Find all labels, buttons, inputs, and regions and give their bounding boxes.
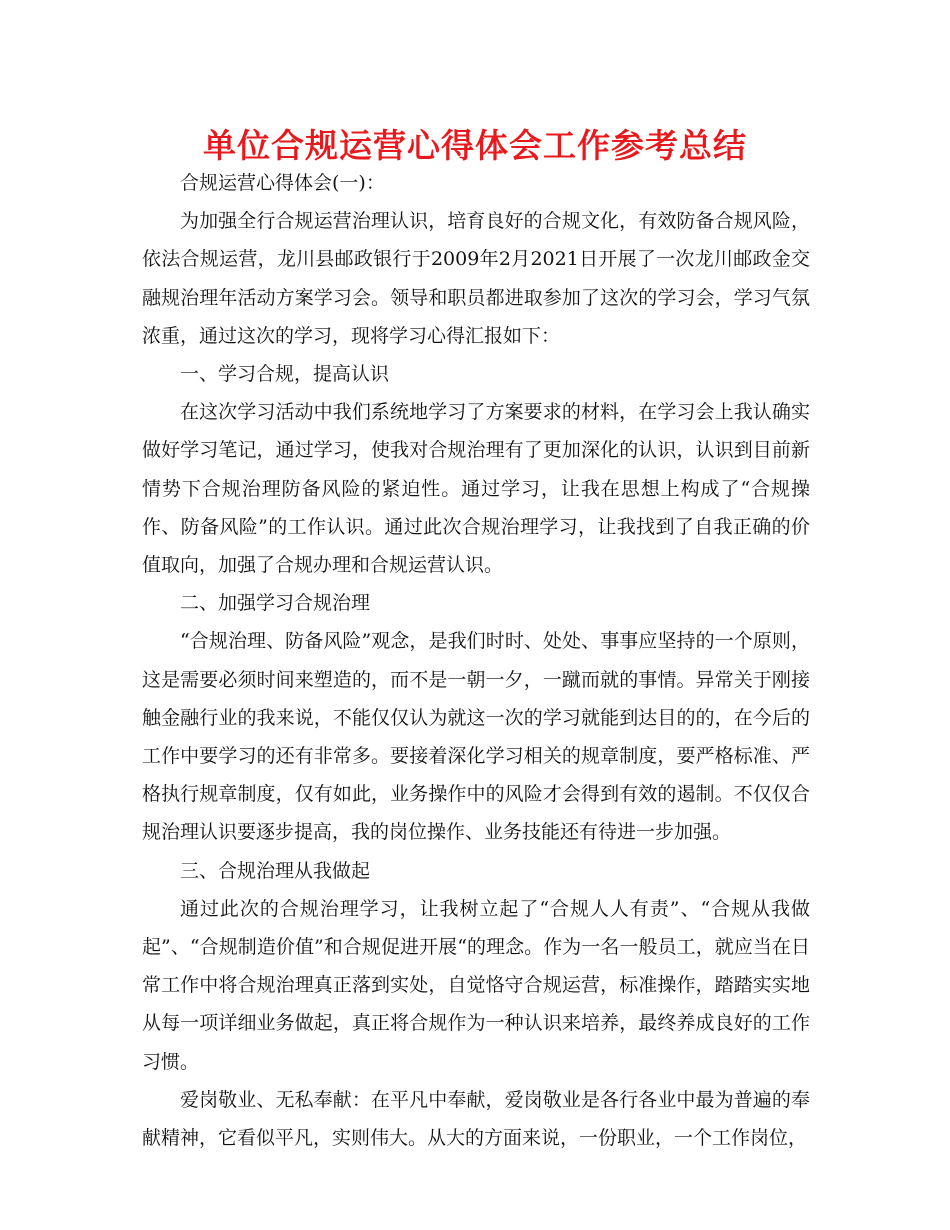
section-heading: 一、学习合规，提高认识 xyxy=(180,363,390,386)
document-title: 单位合规运营心得体会工作参考总结 xyxy=(203,126,747,165)
paragraph: 为加强全行合规运营治理认识，培育良好的合规文化，有效防备合规风险，依法合规运营，龙川县邮政银行于2009年2月2021日开展了一次龙川邮政金交融规治理年活动方案学习会。领导和职员都进取参加了这次的学习会，学习气氛浓重，通过这次的学习，现将学习心得汇报如下： xyxy=(142,210,810,347)
section-heading: 二、加强学习合规治理 xyxy=(180,592,371,615)
document-body xyxy=(142,164,810,1157)
section-heading: 合规运营心得体会(一)： xyxy=(180,172,385,194)
paragraph: 通过此次的合规治理学习，让我树立起了“合规人人有责”、“合规从我做起”、“合规制造价值”和合规促进开展“的理念。作为一名一般员工，就应当在日常工作中将合规治理真正落到实处，自觉恪守合规运营，标准操作，踏踏实实地从每一项详细业务做起，真正将合规作为一种认识来培养，最终养成良好的工作习惯。 xyxy=(142,897,810,1073)
section-heading: 三、合规治理从我做起 xyxy=(180,859,371,882)
paragraph: 爱岗敬业、无私奉献：在平凡中奉献，爱岗敬业是各行各业中最为普遍的奉献精神，它看似平凡，实则伟大。从大的方面来说，一份职业，一个工作岗位， xyxy=(142,1088,810,1150)
paragraph: 在这次学习活动中我们系统地学习了方案要求的材料，在学习会上我认确实做好学习笔记，通过学习，使我对合规治理有了更加深化的认识，认识到目前新情势下合规治理防备风险的紧迫性。通过学习，让我在思想上构成了“合规操作、防备风险”的工作认识。通过此次合规治理学习，让我找到了自我正确的价值取向，加强了合规办理和合规运营认识。 xyxy=(142,401,810,577)
paragraph: “合规治理、防备风险”观念，是我们时时、处处、事事应坚持的一个原则，这是需要必须时间来塑造的，而不是一朝一夕，一蹴而就的事情。异常关于刚接触金融行业的我来说，不能仅仅认为就这一次的学习就能到达目的的，在今后的工作中要学习的还有非常多。要接着深化学习相关的规章制度，要严格标准、严格执行规章制度，仅有如此，业务操作中的风险才会得到有效的遏制。不仅仅合规治理认识要逐步提高，我的岗位操作、业务技能还有待进一步加强。 xyxy=(142,630,810,844)
